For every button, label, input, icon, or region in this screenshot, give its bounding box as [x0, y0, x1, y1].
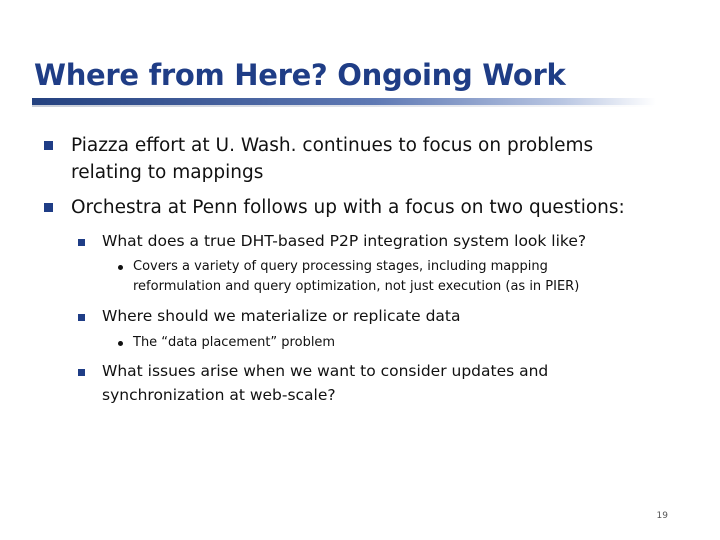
square-bullet-icon: [44, 203, 53, 212]
bullet-text-orchestra: Orchestra at Penn follows up with a focus on two questions:: [71, 197, 625, 218]
title-underline-shadow: [32, 105, 656, 107]
square-bullet-icon: [78, 314, 85, 321]
title-underline: [32, 98, 656, 105]
square-bullet-icon: [44, 141, 53, 150]
bullet-text-piazza-line1: Piazza effort at U. Wash. continues to focus on problems: [71, 135, 594, 156]
sub-bullet-text-materialize: Where should we materialize or replicate data: [102, 307, 461, 325]
sub-sub-bullet-text-placement: The “data placement” problem: [133, 335, 336, 350]
bullet-text-piazza-line2: relating to mappings: [71, 162, 264, 183]
square-bullet-icon: [78, 369, 85, 376]
sub-bullet-text-updates-line1: What issues arise when we want to consider updates and: [102, 362, 549, 380]
sub-sub-bullet-text-covers-line2: reformulation and query optimization, not just execution (as in PIER): [133, 279, 580, 294]
round-bullet-icon: [118, 265, 123, 270]
sub-bullet-text-dht: What does a true DHT-based P2P integration system look like?: [102, 232, 587, 250]
sub-sub-bullet-text-covers-line1: Covers a variety of query processing stages, including mapping: [133, 259, 548, 274]
page-number: 19: [656, 511, 668, 521]
slide-title: Where from Here? Ongoing Work: [34, 58, 566, 92]
round-bullet-icon: [118, 341, 123, 346]
square-bullet-icon: [78, 239, 85, 246]
sub-bullet-text-updates-line2: synchronization at web-scale?: [102, 386, 336, 404]
